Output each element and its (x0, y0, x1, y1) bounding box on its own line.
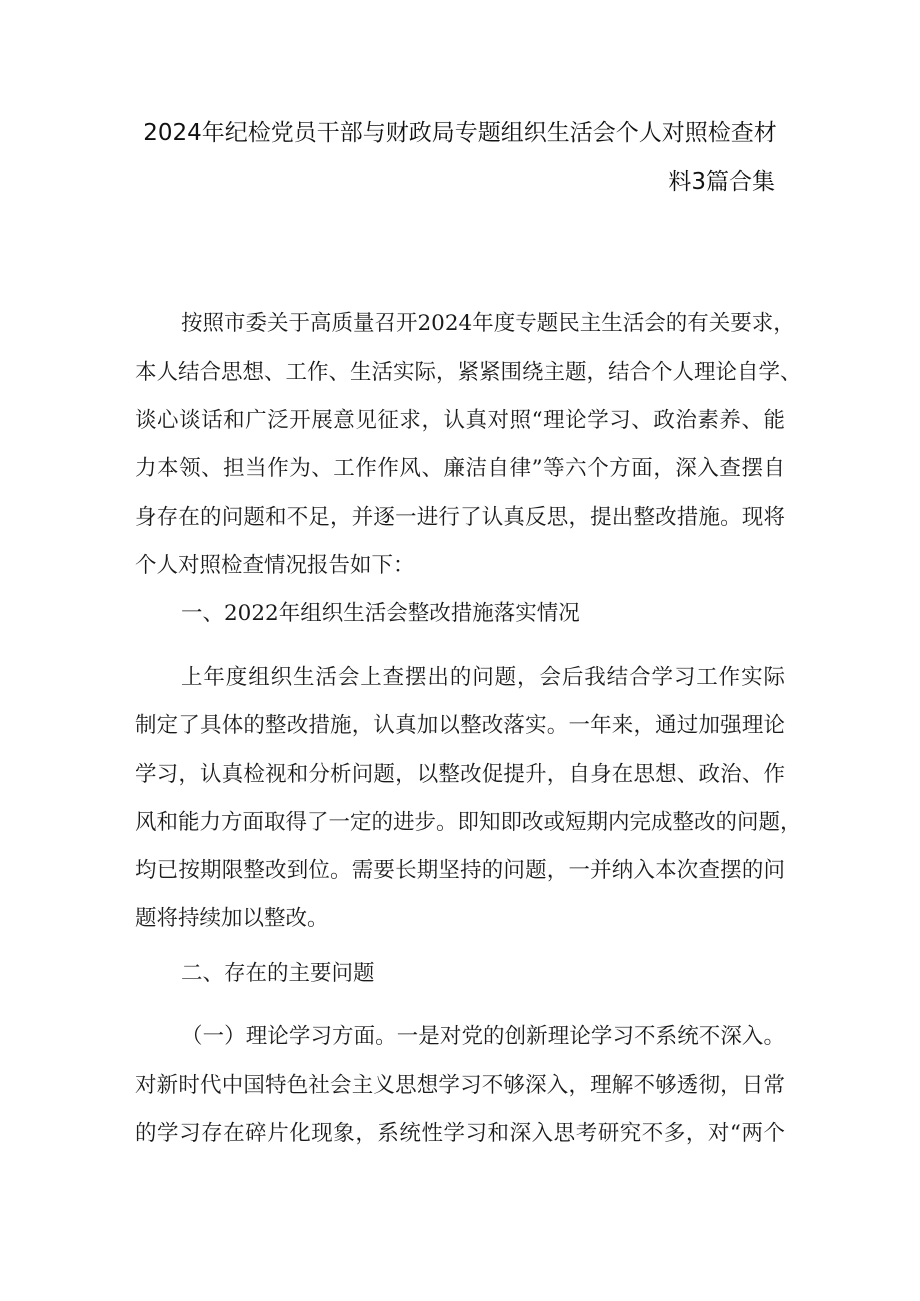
section-2-line-1: （一）理论学习方面。一是对党的创新理论学习不系统不深入。 (181, 1024, 785, 1049)
section-1-line-4: 风和能力方面取得了一定的进步。即知即改或短期内完成整改的问题， (135, 810, 802, 835)
section-1-line-5: 均已按期限整改到位。需要长期坚持的问题，一并纳入本次查摆的问 (135, 858, 785, 883)
section-heading-1: 一、2022年组织生活会整改措施落实情况 (181, 601, 580, 626)
intro-line-2: 本人结合思想、工作、生活实际，紧紧围绕主题，结合个人理论自学、 (135, 360, 802, 385)
intro-line-3: 谈心谈话和广泛开展意见征求，认真对照“理论学习、政治素养、能 (135, 408, 785, 433)
section-heading-2: 二、存在的主要问题 (181, 961, 375, 986)
intro-line-5: 身存在的问题和不足，并逐一进行了认真反思，提出整改措施。现将 (135, 505, 785, 530)
section-2-line-2: 对新时代中国特色社会主义思想学习不够深入，理解不够透彻，日常 (135, 1073, 785, 1098)
section-1-line-1: 上年度组织生活会上查摆出的问题，会后我结合学习工作实际 (181, 665, 785, 690)
intro-line-4: 力本领、担当作为、工作作风、廉洁自律”等六个方面，深入查摆自 (135, 456, 785, 481)
section-2-line-3: 的学习存在碎片化现象，系统性学习和深入思考研究不多，对“两个 (135, 1121, 785, 1146)
document-title-line-2: 料3篇合集 (668, 169, 775, 195)
section-1-line-6: 题将持续加以整改。 (135, 906, 329, 931)
document-title-line-1: 2024年纪检党员干部与财政局专题组织生活会个人对照检查材 (143, 120, 777, 146)
section-1-line-3: 学习，认真检视和分析问题，以整改促提升，自身在思想、政治、作 (135, 762, 785, 787)
intro-line-1: 按照市委关于高质量召开2024年度专题民主生活会的有关要求， (181, 311, 795, 336)
intro-line-6: 个人对照检查情况报告如下： (135, 553, 415, 578)
section-1-line-2: 制定了具体的整改措施，认真加以整改落实。一年来，通过加强理论 (135, 713, 785, 738)
